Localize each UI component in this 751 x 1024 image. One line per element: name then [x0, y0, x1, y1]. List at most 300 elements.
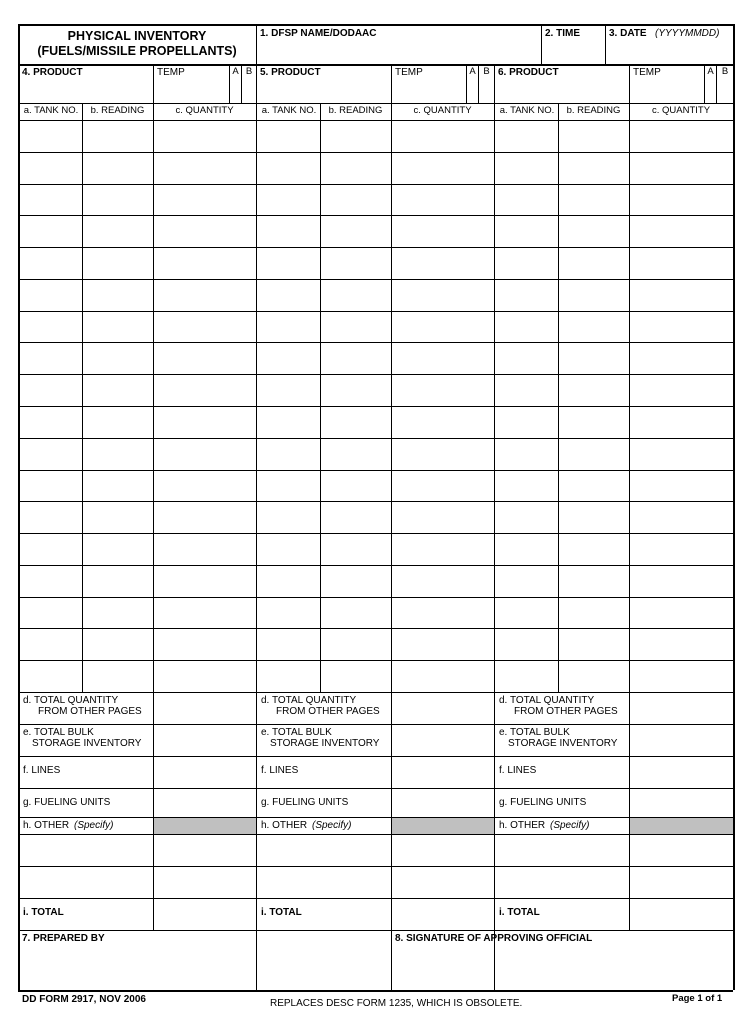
quantity-cell[interactable] — [155, 440, 254, 468]
summary-quantity-cell[interactable] — [393, 836, 492, 864]
tank-no-cell[interactable] — [20, 503, 80, 531]
reading-cell[interactable] — [84, 313, 151, 340]
temp-field-2[interactable] — [393, 80, 464, 100]
quantity-cell[interactable] — [393, 281, 492, 309]
reading-cell[interactable] — [322, 535, 389, 563]
tank-no-cell[interactable] — [258, 376, 318, 404]
grid-row-line — [18, 533, 733, 534]
shaded-cell — [154, 818, 256, 834]
reading-cell[interactable] — [84, 408, 151, 436]
product-label-3: 6. PRODUCT — [498, 67, 559, 78]
grid-row-line — [18, 215, 733, 216]
tank-no-cell[interactable] — [496, 186, 556, 213]
grid-row-line — [18, 406, 733, 407]
grade-b-label-3: B — [721, 66, 729, 77]
reading-cell[interactable] — [560, 281, 627, 309]
reading-cell[interactable] — [322, 154, 389, 182]
quantity-cell[interactable] — [631, 154, 731, 182]
quantity-cell[interactable] — [631, 122, 731, 150]
other-specify-field[interactable] — [496, 868, 627, 896]
tank-no-cell[interactable] — [20, 408, 80, 436]
quantity-cell[interactable] — [393, 630, 492, 658]
summary-quantity-cell[interactable] — [155, 694, 254, 722]
rule-line — [18, 103, 733, 104]
rule-line — [320, 103, 321, 692]
reading-cell[interactable] — [84, 440, 151, 468]
grid-row-line — [18, 470, 733, 471]
reading-cell[interactable] — [84, 122, 151, 150]
form-number: DD FORM 2917, NOV 2006 — [22, 994, 146, 1005]
tank-no-cell[interactable] — [20, 217, 80, 245]
grid-row-line — [18, 660, 733, 661]
summary-row-line — [18, 756, 733, 757]
grade-a-checkbox-1[interactable] — [230, 80, 240, 100]
summary-row-line — [18, 817, 733, 818]
product-field-3[interactable] — [496, 80, 627, 100]
grid-row-line — [18, 374, 733, 375]
grade-a-label-1: A — [232, 66, 239, 77]
tank-no-cell[interactable] — [258, 599, 318, 626]
reading-cell[interactable] — [84, 154, 151, 182]
reading-cell[interactable] — [84, 249, 151, 277]
grid-row-line — [18, 692, 733, 693]
summary-quantity-cell[interactable] — [631, 900, 731, 928]
reading-cell[interactable] — [560, 472, 627, 499]
reading-cell[interactable] — [322, 217, 389, 245]
quantity-cell[interactable] — [631, 630, 731, 658]
reading-cell[interactable] — [322, 408, 389, 436]
fueling-units-label-2: g. FUELING UNITS — [261, 797, 349, 808]
tank-no-cell[interactable] — [496, 567, 556, 595]
tank-no-cell[interactable] — [496, 630, 556, 658]
grid-row-line — [18, 279, 733, 280]
form-title: PHYSICAL INVENTORY — [67, 29, 207, 43]
bulk-storage-label2-2: STORAGE INVENTORY — [270, 738, 380, 749]
tank-no-cell[interactable] — [258, 249, 318, 277]
tank-no-cell[interactable] — [20, 313, 80, 340]
tank-no-cell[interactable] — [20, 281, 80, 309]
temp-field-3[interactable] — [631, 80, 702, 100]
quantity-cell[interactable] — [393, 503, 492, 531]
tank-no-cell[interactable] — [258, 313, 318, 340]
tank-no-cell[interactable] — [20, 154, 80, 182]
rule-line — [391, 103, 392, 930]
rule-line — [18, 120, 733, 121]
reading-cell[interactable] — [84, 472, 151, 499]
total-label-1: i. TOTAL — [23, 907, 64, 918]
other-specify-field[interactable] — [258, 836, 389, 864]
tank-no-cell[interactable] — [496, 535, 556, 563]
summary-quantity-cell[interactable] — [155, 726, 254, 754]
tank-no-cell[interactable] — [258, 186, 318, 213]
time-label: 2. TIME — [545, 28, 581, 39]
reading-header-3: b. READING — [566, 105, 621, 116]
quantity-cell[interactable] — [155, 249, 254, 277]
tank-no-cell[interactable] — [20, 599, 80, 626]
quantity-cell[interactable] — [631, 599, 731, 626]
other-specify-field[interactable] — [258, 868, 389, 896]
tank-no-cell[interactable] — [496, 217, 556, 245]
summary-quantity-cell[interactable] — [155, 758, 254, 786]
quantity-cell[interactable] — [631, 186, 731, 213]
tank-no-cell[interactable] — [496, 662, 556, 690]
tank-no-cell[interactable] — [20, 122, 80, 150]
quantity-cell[interactable] — [393, 249, 492, 277]
summary-quantity-cell[interactable] — [393, 900, 492, 928]
quantity-cell[interactable] — [631, 535, 731, 563]
reading-cell[interactable] — [84, 217, 151, 245]
tank-no-header-2: a. TANK NO. — [261, 105, 317, 116]
product-field-1[interactable] — [20, 80, 151, 100]
reading-cell[interactable] — [322, 599, 389, 626]
other-label-1: h. OTHER — [23, 820, 70, 831]
rule-line — [256, 24, 257, 64]
reading-cell[interactable] — [322, 503, 389, 531]
quantity-cell[interactable] — [631, 503, 731, 531]
tank-no-cell[interactable] — [20, 535, 80, 563]
summary-quantity-cell[interactable] — [631, 758, 731, 786]
quantity-cell[interactable] — [631, 217, 731, 245]
other-specify-field[interactable] — [20, 868, 151, 896]
quantity-cell[interactable] — [155, 122, 254, 150]
tank-no-header-3: a. TANK NO. — [499, 105, 555, 116]
grid-row-line — [18, 184, 733, 185]
tank-no-cell[interactable] — [20, 249, 80, 277]
date-label: 3. DATE — [609, 28, 647, 39]
quantity-cell[interactable] — [393, 440, 492, 468]
tank-no-cell[interactable] — [496, 376, 556, 404]
tank-no-cell[interactable] — [258, 440, 318, 468]
tank-no-cell[interactable] — [496, 154, 556, 182]
quantity-cell[interactable] — [393, 122, 492, 150]
other-label-3: h. OTHER — [499, 820, 546, 831]
total-label-2: i. TOTAL — [261, 907, 302, 918]
reading-cell[interactable] — [84, 344, 151, 372]
tank-no-cell[interactable] — [258, 472, 318, 499]
quantity-cell[interactable] — [155, 376, 254, 404]
quantity-cell[interactable] — [155, 408, 254, 436]
prepared-by-field[interactable] — [22, 948, 388, 988]
summary-row-line — [18, 788, 733, 789]
rule-line — [153, 103, 154, 930]
tank-no-cell[interactable] — [258, 344, 318, 372]
quantity-cell[interactable] — [631, 249, 731, 277]
total-quantity-label-3: d. TOTAL QUANTITY — [499, 695, 595, 706]
date-field[interactable] — [607, 42, 731, 62]
quantity-cell[interactable] — [393, 344, 492, 372]
reading-cell[interactable] — [560, 249, 627, 277]
grid-row-line — [18, 152, 733, 153]
summary-row-line — [18, 898, 733, 899]
reading-cell[interactable] — [322, 249, 389, 277]
product-label-1: 4. PRODUCT — [22, 67, 83, 78]
quantity-cell[interactable] — [393, 313, 492, 340]
reading-cell[interactable] — [84, 376, 151, 404]
temp-label-3: TEMP — [633, 67, 661, 78]
summary-quantity-cell[interactable] — [393, 758, 492, 786]
other-specify-field[interactable] — [20, 836, 151, 864]
reading-cell[interactable] — [322, 630, 389, 658]
tank-no-cell[interactable] — [258, 154, 318, 182]
summary-quantity-cell[interactable] — [155, 790, 254, 815]
quantity-cell[interactable] — [393, 567, 492, 595]
tank-no-cell[interactable] — [496, 313, 556, 340]
other-specify-field[interactable] — [496, 836, 627, 864]
quantity-cell[interactable] — [393, 186, 492, 213]
tank-no-cell[interactable] — [20, 186, 80, 213]
quantity-cell[interactable] — [393, 217, 492, 245]
reading-cell[interactable] — [560, 503, 627, 531]
quantity-header-1: c. QUANTITY — [175, 105, 234, 116]
form-border-bottom — [18, 990, 733, 992]
quantity-cell[interactable] — [631, 472, 731, 499]
dfsp-name-field[interactable] — [258, 42, 538, 62]
grade-a-checkbox-2[interactable] — [467, 80, 477, 100]
grade-b-checkbox-3[interactable] — [717, 80, 732, 100]
tank-no-cell[interactable] — [258, 662, 318, 690]
quantity-cell[interactable] — [631, 376, 731, 404]
page-number: Page 1 of 1 — [672, 993, 723, 1004]
reading-cell[interactable] — [560, 408, 627, 436]
shaded-cell — [392, 818, 494, 834]
quantity-cell[interactable] — [631, 408, 731, 436]
approving-official-label: 8. SIGNATURE OF APPROVING OFFICIAL — [395, 933, 593, 944]
quantity-cell[interactable] — [155, 281, 254, 309]
quantity-cell[interactable] — [631, 313, 731, 340]
reading-cell[interactable] — [560, 186, 627, 213]
summary-quantity-cell[interactable] — [155, 868, 254, 896]
reading-cell[interactable] — [84, 662, 151, 690]
product-field-2[interactable] — [258, 80, 389, 100]
tank-no-header-1: a. TANK NO. — [23, 105, 79, 116]
approving-signature-field[interactable] — [395, 948, 731, 988]
quantity-header-3: c. QUANTITY — [651, 105, 711, 116]
reading-header-2: b. READING — [328, 105, 383, 116]
grid-row-line — [18, 438, 733, 439]
tank-no-cell[interactable] — [20, 630, 80, 658]
tank-no-cell[interactable] — [20, 662, 80, 690]
summary-quantity-cell[interactable] — [631, 790, 731, 815]
tank-no-cell[interactable] — [496, 440, 556, 468]
quantity-cell[interactable] — [393, 662, 492, 690]
temp-label-2: TEMP — [395, 67, 423, 78]
tank-no-cell[interactable] — [258, 535, 318, 563]
rule-line — [629, 64, 630, 103]
quantity-cell[interactable] — [155, 503, 254, 531]
total-label-3: i. TOTAL — [499, 907, 540, 918]
time-field[interactable] — [543, 42, 603, 62]
quantity-cell[interactable] — [155, 344, 254, 372]
grade-b-label-1: B — [245, 66, 253, 77]
grade-b-checkbox-2[interactable] — [479, 80, 493, 100]
reading-cell[interactable] — [322, 567, 389, 595]
summary-quantity-cell[interactable] — [393, 790, 492, 815]
prepared-by-label: 7. PREPARED BY — [22, 933, 105, 944]
tank-no-cell[interactable] — [496, 281, 556, 309]
quantity-cell[interactable] — [631, 344, 731, 372]
product-label-2: 5. PRODUCT — [260, 67, 321, 78]
bulk-storage-label2-3: STORAGE INVENTORY — [508, 738, 618, 749]
rule-line — [541, 24, 542, 64]
reading-cell[interactable] — [560, 599, 627, 626]
reading-cell[interactable] — [322, 662, 389, 690]
quantity-cell[interactable] — [393, 535, 492, 563]
shaded-cell — [630, 818, 733, 834]
other-label-2: h. OTHER — [261, 820, 308, 831]
grid-row-line — [18, 597, 733, 598]
reading-cell[interactable] — [84, 630, 151, 658]
lines-label-1: f. LINES — [23, 765, 61, 776]
grid-row-line — [18, 628, 733, 629]
tank-no-cell[interactable] — [20, 472, 80, 499]
tank-no-cell[interactable] — [20, 344, 80, 372]
summary-row-line — [18, 834, 733, 835]
reading-cell[interactable] — [84, 281, 151, 309]
reading-cell[interactable] — [560, 662, 627, 690]
quantity-header-2: c. QUANTITY — [413, 105, 472, 116]
quantity-cell[interactable] — [155, 186, 254, 213]
tank-no-cell[interactable] — [496, 408, 556, 436]
reading-cell[interactable] — [322, 186, 389, 213]
reading-cell[interactable] — [560, 122, 627, 150]
rule-line — [82, 103, 83, 692]
temp-field-1[interactable] — [155, 80, 227, 100]
reading-cell[interactable] — [322, 344, 389, 372]
summary-quantity-cell[interactable] — [393, 726, 492, 754]
total-quantity-label-1: d. TOTAL QUANTITY — [23, 695, 119, 706]
grid-row-line — [18, 565, 733, 566]
quantity-cell[interactable] — [155, 217, 254, 245]
reading-cell[interactable] — [560, 344, 627, 372]
reading-cell[interactable] — [560, 376, 627, 404]
tank-no-cell[interactable] — [258, 408, 318, 436]
grid-row-line — [18, 501, 733, 502]
tank-no-cell[interactable] — [496, 344, 556, 372]
quantity-cell[interactable] — [155, 599, 254, 626]
summary-row-line — [18, 866, 733, 867]
grade-a-label-3: A — [707, 66, 714, 77]
quantity-cell[interactable] — [393, 599, 492, 626]
lines-label-2: f. LINES — [261, 765, 299, 776]
reading-cell[interactable] — [560, 535, 627, 563]
temp-label-1: TEMP — [157, 67, 185, 78]
bulk-storage-label-3: e. TOTAL BULK — [499, 727, 570, 738]
quantity-cell[interactable] — [631, 567, 731, 595]
quantity-cell[interactable] — [155, 535, 254, 563]
grade-a-checkbox-3[interactable] — [705, 80, 715, 100]
rule-line — [629, 103, 630, 930]
quantity-cell[interactable] — [155, 472, 254, 499]
summary-quantity-cell[interactable] — [155, 900, 254, 928]
grade-b-checkbox-1[interactable] — [242, 80, 255, 100]
reading-cell[interactable] — [84, 535, 151, 563]
quantity-cell[interactable] — [631, 662, 731, 690]
rule-line — [391, 64, 392, 103]
tank-no-cell[interactable] — [20, 376, 80, 404]
summary-quantity-cell[interactable] — [631, 726, 731, 754]
other-specify-hint-3: (Specify) — [550, 820, 590, 831]
reading-cell[interactable] — [560, 440, 627, 468]
header-divider — [18, 64, 733, 66]
summary-quantity-cell[interactable] — [631, 836, 731, 864]
total-quantity-label2-1: FROM OTHER PAGES — [38, 706, 142, 717]
quantity-cell[interactable] — [155, 154, 254, 182]
summary-quantity-cell[interactable] — [631, 694, 731, 722]
summary-quantity-cell[interactable] — [393, 694, 492, 722]
grid-row-line — [18, 247, 733, 248]
rule-line — [558, 103, 559, 692]
summary-quantity-cell[interactable] — [631, 868, 731, 896]
tank-no-cell[interactable] — [496, 249, 556, 277]
form-subtitle: (FUELS/MISSILE PROPELLANTS) — [37, 44, 237, 58]
tank-no-cell[interactable] — [20, 567, 80, 595]
reading-cell[interactable] — [322, 313, 389, 340]
quantity-cell[interactable] — [393, 472, 492, 499]
tank-no-cell[interactable] — [258, 122, 318, 150]
quantity-cell[interactable] — [631, 281, 731, 309]
tank-no-cell[interactable] — [496, 503, 556, 531]
summary-quantity-cell[interactable] — [155, 836, 254, 864]
reading-cell[interactable] — [84, 503, 151, 531]
reading-cell[interactable] — [560, 630, 627, 658]
reading-cell[interactable] — [322, 472, 389, 499]
reading-cell[interactable] — [84, 186, 151, 213]
tank-no-cell[interactable] — [496, 472, 556, 499]
reading-cell[interactable] — [560, 154, 627, 182]
bulk-storage-label-2: e. TOTAL BULK — [261, 727, 332, 738]
quantity-cell[interactable] — [393, 376, 492, 404]
tank-no-cell[interactable] — [258, 567, 318, 595]
tank-no-cell[interactable] — [496, 122, 556, 150]
bulk-storage-label-1: e. TOTAL BULK — [23, 727, 94, 738]
tank-no-cell[interactable] — [496, 599, 556, 626]
total-quantity-label2-3: FROM OTHER PAGES — [514, 706, 618, 717]
tank-no-cell[interactable] — [258, 217, 318, 245]
reading-cell[interactable] — [322, 281, 389, 309]
quantity-cell[interactable] — [393, 154, 492, 182]
tank-no-cell[interactable] — [258, 503, 318, 531]
quantity-cell[interactable] — [155, 567, 254, 595]
reading-header-1: b. READING — [90, 105, 145, 116]
reading-cell[interactable] — [84, 599, 151, 626]
reading-cell[interactable] — [560, 567, 627, 595]
other-specify-hint-1: (Specify) — [74, 820, 114, 831]
reading-cell[interactable] — [560, 217, 627, 245]
form-border-right — [733, 24, 735, 990]
reading-cell[interactable] — [322, 376, 389, 404]
tank-no-cell[interactable] — [258, 281, 318, 309]
fueling-units-label-3: g. FUELING UNITS — [499, 797, 587, 808]
summary-quantity-cell[interactable] — [393, 868, 492, 896]
quantity-cell[interactable] — [155, 630, 254, 658]
grid-row-line — [18, 311, 733, 312]
reading-cell[interactable] — [322, 440, 389, 468]
grade-b-label-2: B — [483, 66, 490, 77]
tank-no-cell[interactable] — [20, 440, 80, 468]
quantity-cell[interactable] — [155, 662, 254, 690]
tank-no-cell[interactable] — [258, 630, 318, 658]
reading-cell[interactable] — [560, 313, 627, 340]
summary-row-line — [18, 724, 733, 725]
grid-row-line — [18, 342, 733, 343]
group-divider — [256, 64, 257, 990]
quantity-cell[interactable] — [631, 440, 731, 468]
reading-cell[interactable] — [84, 567, 151, 595]
reading-cell[interactable] — [322, 122, 389, 150]
fueling-units-label-1: g. FUELING UNITS — [23, 797, 111, 808]
quantity-cell[interactable] — [155, 313, 254, 340]
quantity-cell[interactable] — [393, 408, 492, 436]
